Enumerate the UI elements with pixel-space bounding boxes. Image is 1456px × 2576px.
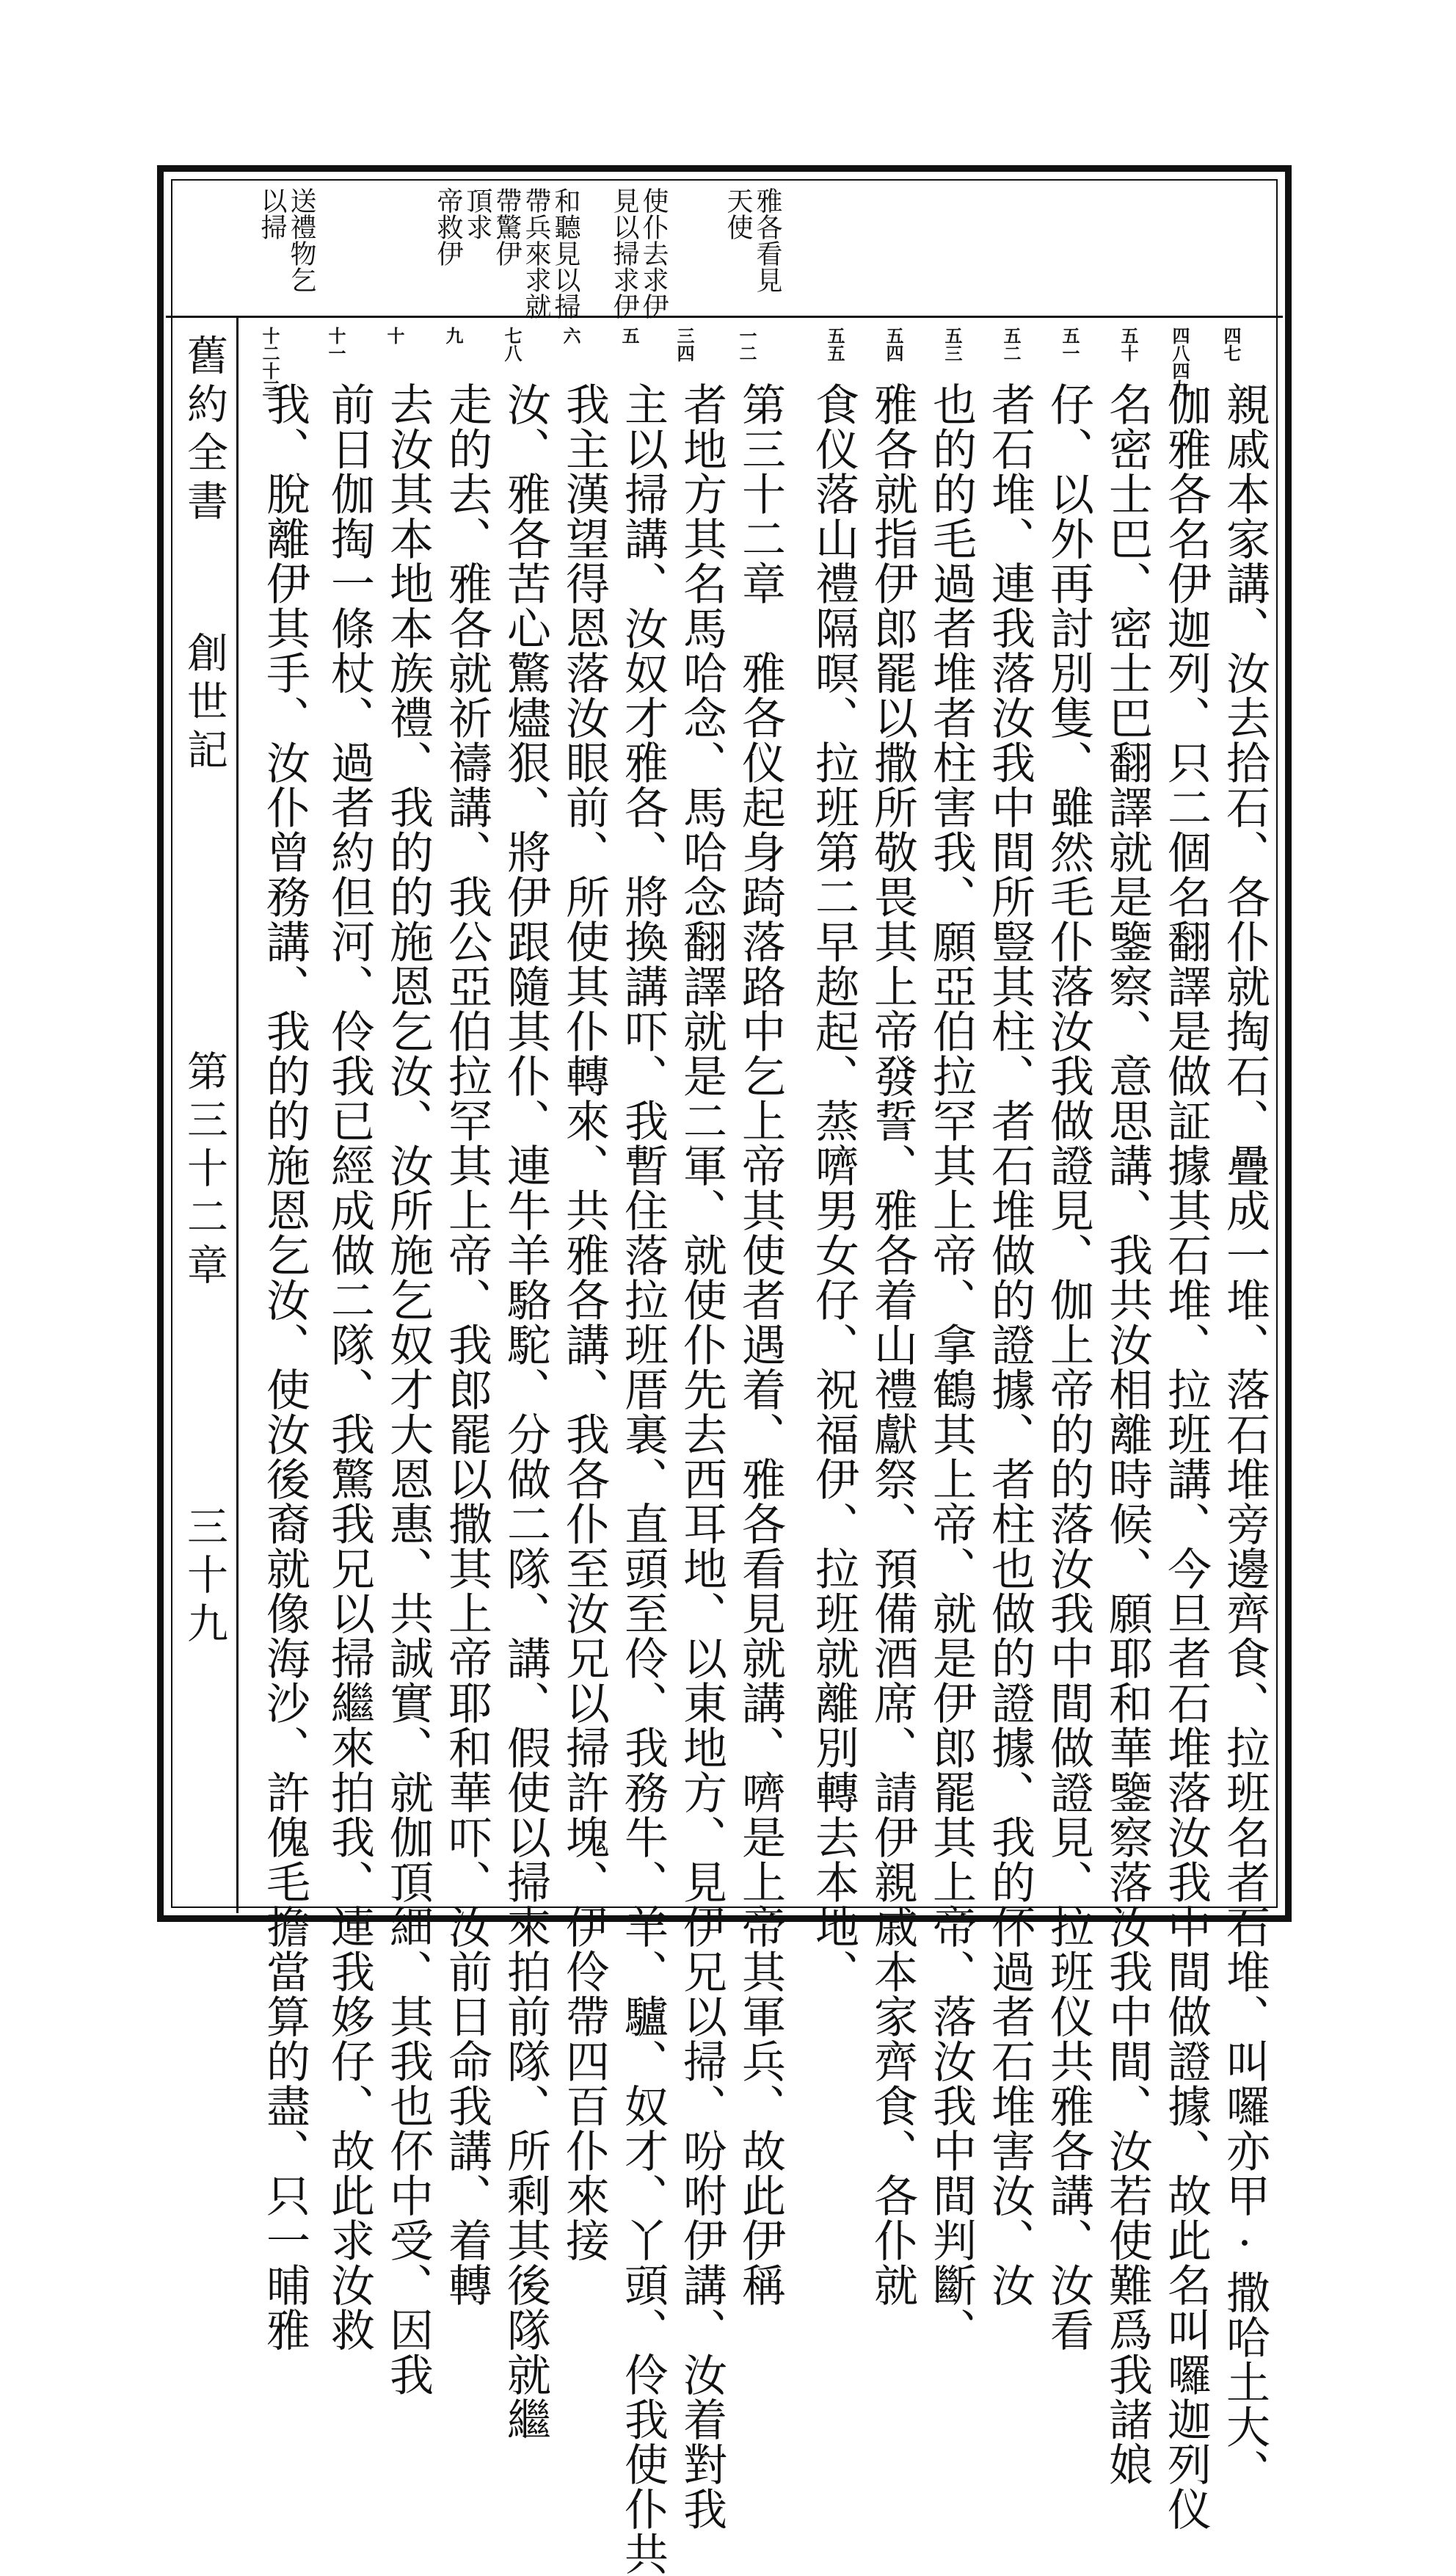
text-column: 去汝其本地本族禮、我的的施恩乞汝、汝所施乞奴才大恩惠、共誠實、就伽頂細、其我也伓中受、因我 — [382, 382, 434, 2397]
text-column: 伽雅各名伊迦列、只二個名翻譯是做証據其石堆、拉班講、今旦者石堆落汝我中間做證據、故此名叫囉迦列仪 — [1160, 382, 1212, 2531]
note-col: 天使 — [723, 187, 753, 240]
text-column: 我、脫離伊其手、汝仆曾務講、我的的施恩乞汝、使汝後裔就像海沙、許傀毛擔當算的盡、只一晡雅 — [259, 382, 310, 2352]
note-col: 送禮物乞 — [286, 187, 316, 293]
note-col: 帶兵來求就 — [521, 187, 551, 319]
note-col: 見以掃求伊 — [609, 187, 639, 319]
note-col: 以掃 — [257, 187, 287, 240]
verse-number: 五五 — [824, 327, 845, 362]
text-column: 親戚本家講、汝去拾石、各仆就掏石、疊成一堆、落石堆旁邊齊食、拉班名者石堆、叫囉亦甲·撒哈土大、 — [1219, 382, 1270, 2494]
text-column: 雅各就指伊郎罷以撒所敬畏其上帝發誓、雅各着山禮獻祭、預備酒席、請伊親戚本家齊食、各仆就 — [867, 382, 918, 2307]
text-column: 者地方其名馬哈念、馬哈念翻譯就是二軍、就使仆先去西耳地、以東地方、見伊兄以掃、吩咐伊講、汝着對我 — [676, 382, 727, 2531]
note-col: 和聽見以掃 — [550, 187, 580, 319]
verse-number: 九 — [443, 327, 464, 344]
text-column: 前日伽掏一條杖、過者約但河、伶我已經成做二隊、我驚我兄以掃繼來拍我、連我姼仔、故此求汝救 — [324, 382, 375, 2352]
verse-number: 十二十三 — [259, 327, 280, 397]
verse-number: 十一 — [325, 327, 346, 362]
note-col: 帶驚伊 — [492, 187, 522, 266]
chapter-heading: 第三十二章 — [181, 1050, 228, 1292]
verse-number: 十 — [384, 327, 405, 344]
text-column: 者石堆、連我落汝我中間所豎其柱、者石堆做的證據、者柱也做的證據、我的伓過者石堆害汝、汝 — [984, 382, 1035, 2307]
book-name: 創世記 — [181, 631, 228, 777]
verse-number: 五一 — [1059, 327, 1080, 362]
page-number: 三十九 — [181, 1505, 228, 1650]
note-col: 使仆去求伊 — [638, 187, 669, 319]
text-column: 主以掃講、汝奴才雅各、將換講吓、我暫住落拉班厝裏、直頭至伶、我務牛、羊、驢、奴才、丫頭、伶我使仆共 — [617, 382, 669, 2576]
verse-number: 四七 — [1220, 327, 1242, 362]
text-column: 也的的毛過者堆者柱害我、願亞伯拉罕其上帝、拿鶴其上帝、就是伊郎罷其上帝、落汝我中間判斷、 — [925, 382, 977, 2352]
verse-number: 四八四九 — [1169, 327, 1190, 397]
text-column: 食仪落山禮隔暝、拉班第二早趂起、蒸嚌男女仔、祝福伊、拉班就離別轉去本地、 — [808, 382, 859, 1994]
verse-number: 七八 — [501, 327, 523, 362]
book-title: 舊約全書 — [181, 334, 228, 528]
text-column: 第三十二章 雅各仪起身踦落路中乞上帝其使者遇着、雅各看見就講、嚌是上帝其軍兵、故此伊稱 — [735, 382, 786, 2307]
verse-number: 五三 — [942, 327, 963, 362]
note-col: 雅各看見 — [752, 187, 782, 293]
verse-number: 五十 — [1118, 327, 1139, 362]
text-column: 走的去、雅各就祈禱講、我公亞伯拉罕其上帝、我郎罷以撒其上帝耶和華吓、汝前日命我講、着轉 — [441, 382, 492, 2307]
verse-number: 五 — [619, 327, 640, 344]
header-rule — [166, 316, 1283, 318]
note-col: 頂求 — [462, 187, 492, 240]
text-column: 我主漢望得恩落汝眼前、所使其仆轉來、共雅各講、我各仆至汝兄以掃許塊、伊伶帶四百仆來接 — [558, 382, 610, 2263]
verse-number: 三四 — [674, 327, 695, 362]
text-column: 仔、以外再討別隻、雖然毛仆落汝我做證見、伽上帝的的落汝我中間做證見、拉班仪共雅各講、汝看 — [1043, 382, 1094, 2352]
text-column: 名密士巴、密士巴翻譯就是鑒察、意思講、我共汝相離時候、願耶和華鑒察落汝我中間、汝若使難爲我諸娘 — [1102, 382, 1153, 2486]
running-head-rule — [236, 316, 239, 1913]
verse-number: 五二 — [1000, 327, 1022, 362]
note-col: 帝救伊 — [433, 187, 463, 266]
verse-number: 五四 — [883, 327, 904, 362]
text-column: 汝、雅各苦心驚燼狠、將伊跟隨其仆、連牛羊駱駝、分做二隊、講、假使以掃來拍前隊、所剩其後隊就繼 — [500, 382, 551, 2442]
verse-number: 一二 — [736, 327, 757, 362]
verse-number: 六 — [560, 327, 581, 344]
